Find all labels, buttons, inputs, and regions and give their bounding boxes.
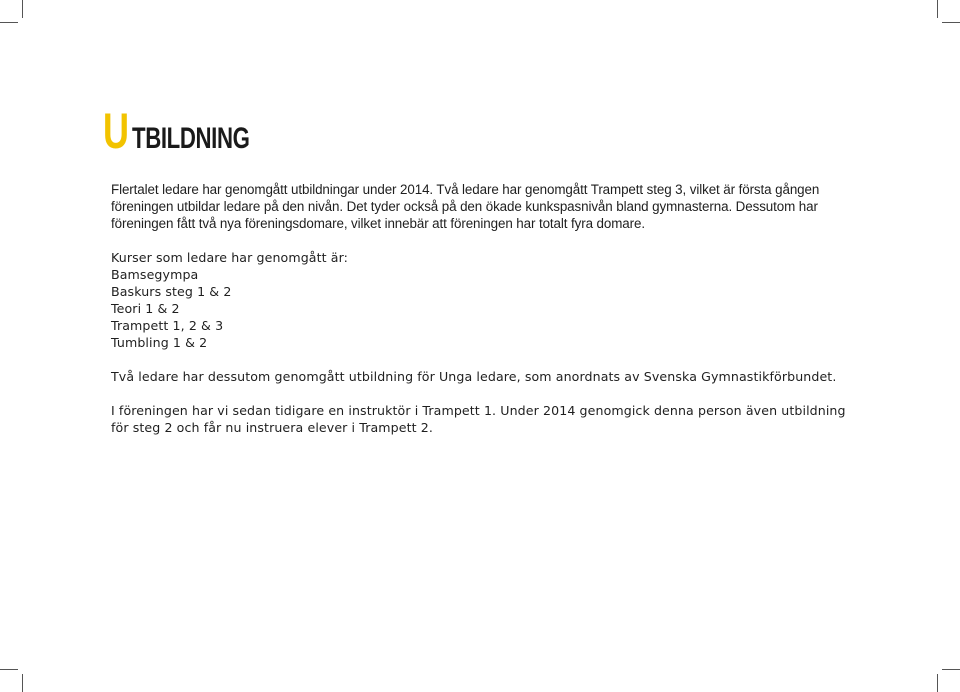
- list-item: Tumbling 1 & 2: [111, 335, 208, 350]
- unga-ledare-paragraph: Två ledare har dessutom genomgått utbildning för Unga ledare, som anordnats av Svenska Gymnastikförbundet.: [111, 369, 837, 384]
- instruktor-paragraph: I föreningen har vi sedan tidigare en instruktör i Trampett 1. Under 2014 genomgick denna person även utbildning för steg 2 och får nu instruera elever i Trampett 2.: [111, 403, 846, 435]
- intro-paragraph: Flertalet ledare har genomgått utbildningar under 2014. Två ledare har genomgått Trampett steg 3, vilket är första gången föreningen utbildar ledare på den nivån. Det tyder också på den ökade kunkspasnivån bland gymnasterna. Dessutom har föreningen fått två nya föreningsdomare, vilket innebär att föreningen har totalt fyra domare.: [111, 182, 820, 231]
- crop-mark-top-left-h: [0, 22, 18, 23]
- page-title: [103, 103, 291, 159]
- page-title-rest: TBILDNING: [132, 122, 250, 155]
- article-body: [111, 181, 856, 436]
- crop-mark-top-left-v: [22, 0, 23, 18]
- crop-mark-bottom-right-v: [937, 674, 938, 692]
- list-item: Baskurs steg 1 & 2: [111, 284, 232, 299]
- crop-mark-bottom-left-v: [22, 674, 23, 692]
- list-item: Teori 1 & 2: [111, 301, 180, 316]
- list-item: Trampett 1, 2 & 3: [111, 318, 224, 333]
- crop-mark-top-right-h: [942, 22, 960, 23]
- page-title-initial: U: [103, 103, 129, 159]
- crop-mark-top-right-v: [937, 0, 938, 18]
- courses-heading: Kurser som ledare har genomgått är:: [111, 250, 349, 265]
- course-list: [111, 266, 856, 351]
- crop-mark-bottom-right-h: [942, 669, 960, 670]
- crop-mark-bottom-left-h: [0, 669, 18, 670]
- list-item: Bamsegympa: [111, 267, 199, 282]
